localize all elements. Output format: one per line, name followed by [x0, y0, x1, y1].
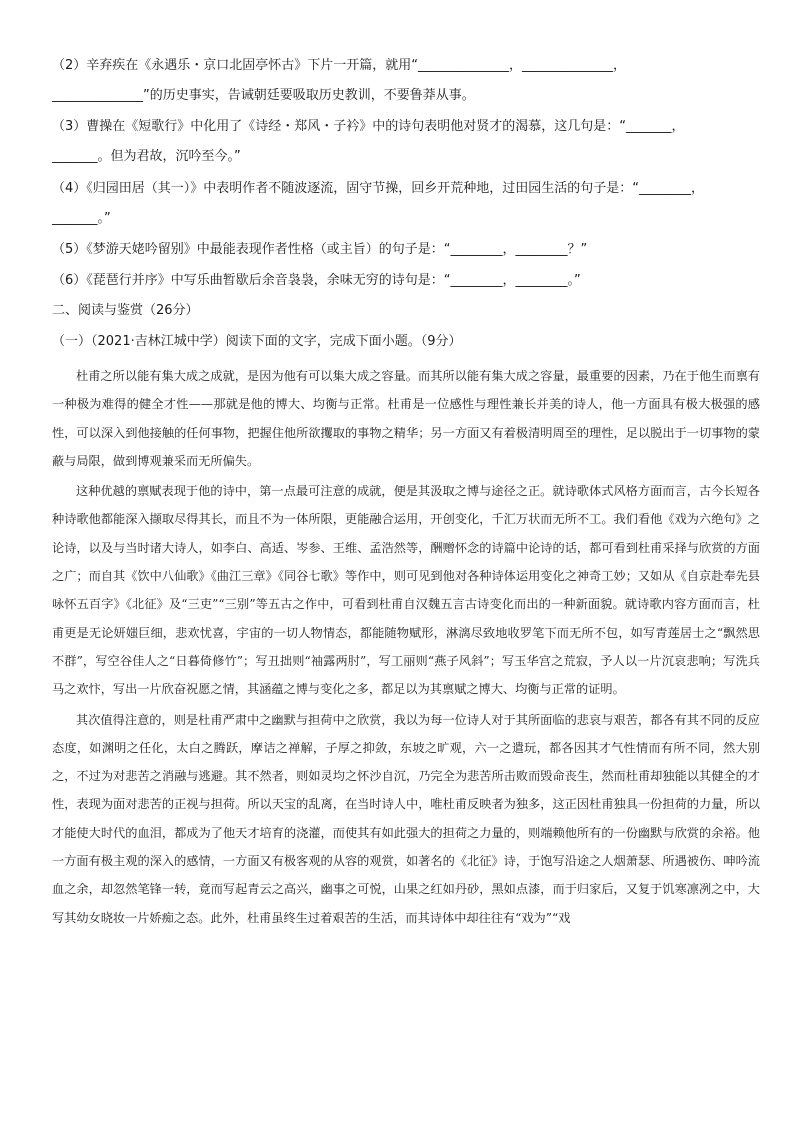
- passage-paragraph-2: 这种优越的禀赋表现于他的诗中，第一点最可注意的成就，便是其汲取之博与途径之正。就诗歌体式风格方面而言，古今长短各种诗歌他都能深入撷取尽得其长，而且不为一体所限，更能融合运用，开创变化，千汇万状而无所不工。我们看他《戏为六绝句》之论诗，以及与当时诸大诗人，如李白、高适、岑参、王维、孟浩然等，酬赠怀念的诗篇中论诗的话，都可看到杜甫采择与欣赏的方面之广；而自其《饮中八仙歌》《曲江三章》《同谷七歌》等作中，则可见到他对各种诗体运用变化之神奇工妙；又如从《自京赴奉先县咏怀五百字》《北征》及“三吏”“三别”等五古之作中，可看到杜甫自汉魏五言古诗变化而出的一种新面貌。就诗歌内容方面而言，杜甫更是无论妍媸巨细，悲欢忧喜，宇宙的一切人物情态，都能随物赋形，淋漓尽致地收罗笔下而无所不包，如写青莲居士之“飘然思不群”，写空谷佳人之“日暮倚修竹”；写丑拙则“袖露两肘”，写工丽则“燕子风斜”；写玉华宫之荒寂，予人以一片沉哀悲响；写洗兵马之欢忭，写出一片欣奋祝愿之情，其涵蕴之博与变化之多，都足以为其禀赋之博大、均衡与正常的证明。: [52, 484, 760, 697]
- question-2-line-2: ______________”的历史事实，告诫朝廷要吸取历史教训，不要鲁莽从事。: [52, 88, 475, 103]
- passage-paragraph-3: 其次值得注意的，则是杜甫严肃中之幽默与担荷中之欣赏，我以为每一位诗人对于其所面临的悲哀与艰苦，都各有其不同的反应态度，如渊明之任化，太白之腾跃，摩诘之禅解，子厚之抑敛，东坡之旷观，六一之遣玩，都各因其才气性情而有所不同，然大别之，不过为对悲苦之消融与逃避。其不然者，则如灵均之怀沙自沉，乃完全为悲苦所击败而毁命丧生，然而杜甫却独能以其健全的才性，表现为面对悲苦的正视与担荷。所以天宝的乱离，在当时诗人中，唯杜甫反映者为独多，这正因杜甫独具一份担荷的力量，所以才能使大时代的血泪，都成为了他天才培育的浇灌，而使其有如此强大的担荷之力量的，则端赖他所有的一份幽默与欣赏的余裕。他一方面有极主观的深入的感情，一方面又有极客观的从容的观赏，如著名的《北征》诗，于饱写沿途之人烟萧瑟、所遇被伤、呻吟流血之余，却忽然笔锋一转，竟而写起青云之高兴，幽事之可悦，山果之红如丹砂，黑如点漆，而于归家后，又复于饥寒凛冽之中，大写其幼女晓妆一片娇痴之态。此外，杜甫虽终生过着艰苦的生活，而其诗体中却往往有“戏为”“戏: [52, 712, 760, 925]
- section-heading: 二、阅读与鉴赏（26分）: [52, 303, 199, 318]
- question-5: （5）《梦游天姥吟留别》中最能表现作者性格（或主旨）的句子是：“________，________？”: [52, 242, 588, 257]
- question-2-line-1: （2）辛弃疾在《永遇乐・京口北固亭怀古》下片一开篇，就用“______________，______________，: [52, 58, 627, 73]
- question-3-line-2: _______。但为君故，沉吟至今。”: [52, 149, 241, 164]
- question-3-line-1: （3）曹操在《短歌行》中化用了《诗经・郑风・子衿》中的诗句表明他对贤才的渴慕，这几句是：“_______，: [52, 119, 685, 134]
- reading-passage: [52, 362, 760, 934]
- question-4-line-2: _______。”: [52, 211, 111, 226]
- passage-paragraph-1: 杜甫之所以能有集大成之成就，是因为他有可以集大成之容量。而其所以能有集大成之容量，最重要的因素，乃在于他生而禀有一种极为难得的健全才性——那就是他的博大、均衡与正常。杜甫是一位感性与理性兼长并美的诗人，他一方面具有极大极强的感性，可以深入到他接触的任何事物，把握住他所欲攫取的事物之精华；另一方面又有着极清明周至的理性，足以脱出于一切事物的蒙蔽与局限，做到博观兼采而无所偏失。: [52, 369, 760, 468]
- question-6: （6）《琵琶行并序》中写乐曲暂歇后余音袅袅，余味无穷的诗句是：“________，________。”: [52, 273, 581, 288]
- question-4-line-1: （4）《归园田居（其一）》中表明作者不随波逐流，固守节操，回乡开荒种地，过田园生活的句子是：“________，: [52, 181, 705, 196]
- sub-section-heading: （一）（2021·吉林江城中学）阅读下面的文字，完成下面小题。（9分）: [52, 334, 462, 349]
